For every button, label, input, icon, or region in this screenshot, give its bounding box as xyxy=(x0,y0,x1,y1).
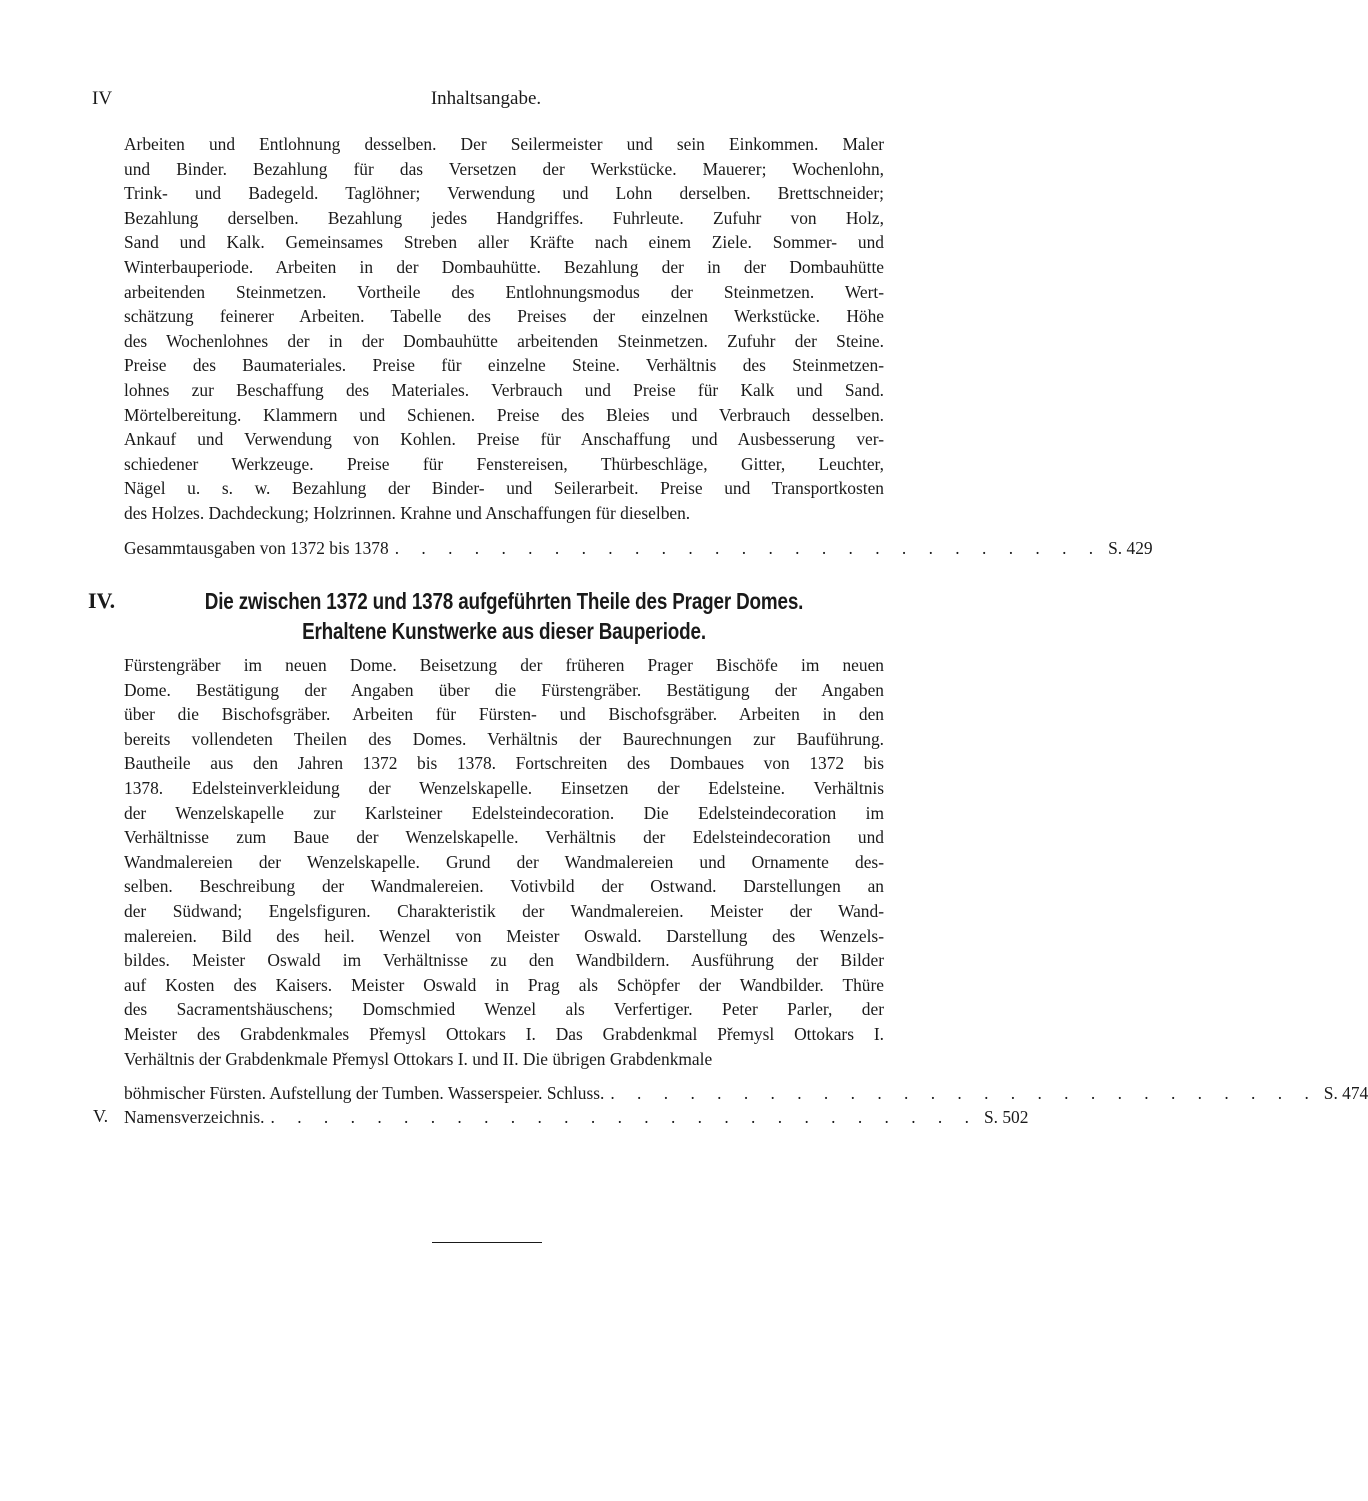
text-line: über die Bischofsgräber. Arbeiten für Fürsten- und Bischofsgräber. Arbeiten in den xyxy=(124,704,884,725)
text-line: malereien. Bild des heil. Wenzel von Meister Oswald. Darstellung des Wenzels- xyxy=(124,925,884,946)
text-line: lohnes zur Beschaffung des Materiales. Verbrauch und Preise für Kalk und Sand. xyxy=(124,379,884,400)
text-line: bildes. Meister Oswald im Verhältnisse zu den Wandbildern. Ausführung der Bilder xyxy=(124,950,884,971)
toc-entry-section-v xyxy=(124,1104,1029,1130)
toc-entry-section-iv-end xyxy=(124,1080,1368,1106)
text-line: Nägel u. s. w. Bezahlung der Binder- und Seilerarbeit. Preise und Transportkosten xyxy=(124,478,884,499)
section-v-number: V. xyxy=(93,1106,109,1126)
page-number: IV xyxy=(92,88,113,109)
toc-entry-label: Namensverzeichnis. xyxy=(124,1107,265,1127)
text-line: Verhältnisse zum Baue der Wenzelskapelle. Verhältnis der Edelsteindecoration und xyxy=(124,827,884,848)
section-iv-title-line2: Erhaltene Kunstwerke aus dieser Bauperiode. xyxy=(302,618,706,644)
text-line: Dome. Bestätigung der Angaben über die Fürstengräber. Bestätigung der Angaben xyxy=(124,679,884,700)
text-line: und Binder. Bezahlung für das Versetzen der Werkstücke. Mauerer; Wochenlohn, xyxy=(124,158,884,179)
running-head-title: Inhaltsangabe. xyxy=(430,88,542,109)
dot-leader: . . . . . . . . . . . . . . . . . . . . . . . . . . . xyxy=(610,1083,1318,1103)
text-line: Bezahlung derselben. Bezahlung jedes Handgriffes. Fuhrleute. Zufuhr von Holz, xyxy=(124,207,884,228)
text-line: Bautheile aus den Jahren 1372 bis 1378. Fortschreiten des Dombaues von 1372 bis xyxy=(124,753,884,774)
dot-leader: . . . . . . . . . . . . . . . . . . . . . . . . . . . xyxy=(394,538,1103,558)
text-line: des Holzes. Dachdeckung; Holzrinnen. Krahne und Anschaffungen für dieselben. xyxy=(124,502,691,523)
toc-entry-section-iii-total xyxy=(124,535,1153,561)
text-line: Trink- und Badegeld. Taglöhner; Verwendung und Lohn derselben. Brettschneider; xyxy=(124,183,884,204)
text-line: Verhältnis der Grabdenkmale Přemysl Ottokars I. und II. Die übrigen Grabdenkmale xyxy=(124,1048,713,1069)
end-rule xyxy=(432,1242,542,1243)
text-line: Arbeiten und Entlohnung desselben. Der Seilermeister und sein Einkommen. Maler xyxy=(124,134,884,154)
toc-entry-label: böhmischer Fürsten. Aufstellung der Tumben. Wasserspeier. Schluss. xyxy=(124,1083,605,1103)
section-iv-title-line1: Die zwischen 1372 und 1378 aufgeführten Theile des Prager Domes. xyxy=(204,588,804,614)
text-line: bereits vollendeten Theilen des Domes. Verhältnis der Baurechnungen zur Bauführung. xyxy=(124,728,884,749)
toc-entry-label: Gesammtausgaben von 1372 bis 1378 xyxy=(124,538,389,558)
dot-leader: . . . . . . . . . . . . . . . . . . . . . . . . . . . xyxy=(270,1107,978,1127)
text-line: Preise des Baumateriales. Preise für einzelne Steine. Verhältnis des Steinmetzen- xyxy=(124,355,884,376)
text-line: schätzung feinerer Arbeiten. Tabelle des Preises der einzelnen Werkstücke. Höhe xyxy=(124,306,884,327)
text-line: auf Kosten des Kaisers. Meister Oswald in Prag als Schöpfer der Wandbilder. Thüre xyxy=(124,974,884,995)
running-head xyxy=(92,88,880,114)
text-line: Meister des Grabdenkmales Přemysl Ottokars I. Das Grabdenkmal Přemysl Ottokars I. xyxy=(124,1023,884,1044)
text-line: Wandmalereien der Wenzelskapelle. Grund der Wandmalereien und Ornamente des- xyxy=(124,851,884,872)
toc-page-ref: S. 429 xyxy=(1108,538,1153,558)
text-line: Ankauf und Verwendung von Kohlen. Preise für Anschaffung und Ausbesserung ver- xyxy=(124,429,884,450)
toc-page-ref: S. 474 xyxy=(1323,1083,1368,1103)
text-line: der Wenzelskapelle zur Karlsteiner Edelsteindecoration. Die Edelsteindecoration im xyxy=(124,802,884,823)
section-iv-text xyxy=(124,653,884,1071)
text-line: des Sacramentshäuschens; Domschmied Wenzel als Verfertiger. Peter Parler, der xyxy=(124,999,884,1020)
text-line: selben. Beschreibung der Wandmalereien. Votivbild der Ostwand. Darstellungen an xyxy=(124,876,884,897)
text-line: Fürstengräber im neuen Dome. Beisetzung der früheren Prager Bischöfe im neuen xyxy=(124,655,884,675)
toc-page-ref: S. 502 xyxy=(983,1107,1029,1127)
section-iii-text xyxy=(124,132,884,526)
text-line: arbeitenden Steinmetzen. Vortheile des Entlohnungsmodus der Steinmetzen. Wert- xyxy=(124,281,884,302)
text-line: der Südwand; Engelsfiguren. Charakteristik der Wandmalereien. Meister der Wand- xyxy=(124,900,884,921)
text-line: Mörtelbereitung. Klammern und Schienen. Preise des Bleies und Verbrauch desselben. xyxy=(124,404,884,425)
section-iv-number: IV. xyxy=(88,588,116,613)
text-line: Sand und Kalk. Gemeinsames Streben aller Kräfte nach einem Ziele. Sommer- und xyxy=(124,232,884,253)
text-line: Winterbauperiode. Arbeiten in der Dombauhütte. Bezahlung der in der Dombauhütte xyxy=(124,256,884,277)
text-line: des Wochenlohnes der in der Dombauhütte arbeitenden Steinmetzen. Zufuhr der Steine. xyxy=(124,330,884,351)
text-line: 1378. Edelsteinverkleidung der Wenzelskapelle. Einsetzen der Edelsteine. Verhältnis xyxy=(124,777,884,798)
text-line: schiedener Werkzeuge. Preise für Fenstereisen, Thürbeschläge, Gitter, Leuchter, xyxy=(124,453,884,474)
